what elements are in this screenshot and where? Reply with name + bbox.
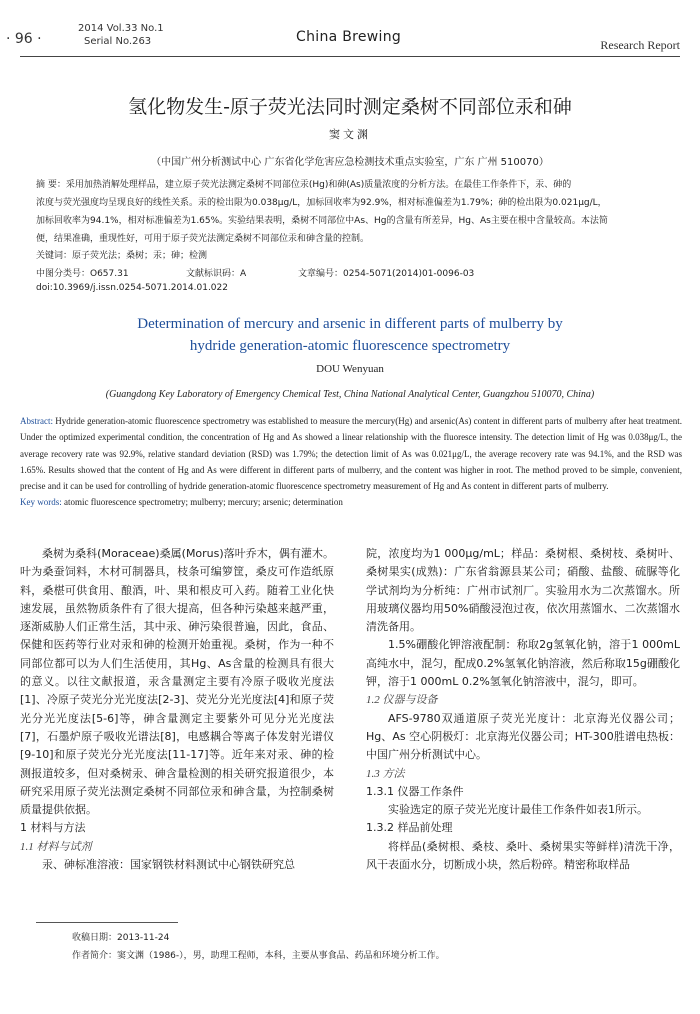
english-title: [0, 313, 700, 357]
abstract-line: 摘 要：采用加热消解处理样品，建立原子荧光法测定桑树不同部位汞(Hg)和砷(As)质量浓度的分析方法。在最佳工作条件下，汞、砷的: [36, 180, 572, 190]
journal-name: China Brewing: [296, 29, 402, 45]
chinese-abstract: [36, 176, 664, 248]
abstract-line: 便，结果准确，重现性好，可用于原子荧光法测定桑树不同部位汞和砷含量的控制。: [36, 234, 370, 244]
body-paragraph: 汞、砷标准溶液：国家钢铁材料测试中心钢铁研究总: [42, 858, 295, 872]
body-paragraph: 将样品(桑树根、桑枝、桑叶、桑树果实等鲜样)清洗干净，风干表面水分，切断成小块，然后粉碎。精密称取样品: [366, 839, 680, 872]
affiliation: （中国广州分析测试中心 广东省化学危害应急检测技术重点实验室，广东 广州 510070）: [151, 157, 549, 168]
subsubsection-heading: 1.3.2 样品前处理: [366, 821, 453, 835]
document-code: 文献标识码：A: [186, 269, 247, 279]
page-title: 氢化物发生-原子荧光法同时测定桑树不同部位汞和砷: [128, 96, 572, 118]
abstract-line: 加标回收率为94.1%，相对标准偏差为1.65%。实验结果表明，桑树不同部位中As、Hg的含量有所差异，Hg、As主要在根中含量较高。本法简: [36, 216, 608, 226]
author-name: 窦文渊: [329, 128, 371, 141]
article-type: Research Report: [600, 38, 680, 52]
header-rule: [20, 56, 680, 57]
author-bio: 作者简介：窦文渊（1986-），男，助理工程师，本科，主要从事食品、药品和环境分析工作。: [72, 951, 445, 961]
abstract-line: 浓度与荧光强度均呈现良好的线性关系。汞的检出限为0.038μg/L，加标回收率为92.9%，相对标准偏差为1.79%；砷的检出限为0.021μg/L，: [36, 198, 607, 208]
body-column-right: [366, 545, 680, 874]
footnote: [72, 929, 445, 965]
subsection-heading: 1.2 仪器与设备: [366, 694, 438, 707]
received-date: 收稿日期：2013-11-24: [72, 933, 170, 943]
body-paragraph: 实验选定的原子荧光光度计最佳工作条件如表1所示。: [388, 803, 648, 817]
abstract-text: Hydride generation-atomic fluorescence spectrometry was established to measure the mercury(Hg) and arsenic(As) content in different parts of mulberry after heat treatment. Under the optimized experimental condition, the concentration of Hg and As showed a linear relationship with the fluoresce intensity. The detection limit of Hg was 0.038μg/L, the average recovery rate was 92.9%, relative standard deviation (RSD) was 1.79%; the detection limit of As was 0.021μg/L, the average recovery rate was 94.1%, and the RSD was 1.65%. Results showed that the content of Hg and As were different in different parts of mulberry, and the content was higher in root. The method proved to be simple, convenient, precise and it can be used for controlling of hydride generation-atomic fluorescence spectrometry measurement of Hg and As content in different parts of mulberry.: [20, 416, 682, 492]
footnote-rule: [36, 922, 178, 923]
english-abstract: [20, 413, 682, 511]
volume-info: 2014 Vol.33 No.1: [78, 23, 164, 34]
body-column-left: [20, 545, 334, 874]
body-paragraph: AFS-9780双通道原子荧光光度计：北京海光仪器公司；Hg、As 空心阴极灯：北京海光仪器公司；HT-300胜谱电热板：中国广州分析测试中心。: [366, 711, 680, 762]
subsection-heading: 1.1 材料与试剂: [20, 840, 92, 853]
serial-info: Serial No.263: [84, 36, 152, 47]
english-author: DOU Wenyuan: [316, 363, 384, 375]
english-title-line: Determination of mercury and arsenic in different parts of mulberry by: [137, 316, 563, 332]
subsection-heading: 1.3 方法: [366, 767, 405, 780]
abstract-label: Abstract:: [20, 416, 53, 426]
chinese-keywords: 关键词：原子荧光法；桑树；汞；砷；检测: [36, 251, 208, 261]
english-affiliation: (Guangdong Key Laboratory of Emergency Chemical Test, China National Analytical Center, Guangzhou 510070, China): [105, 389, 595, 400]
article-number: 文章编号：0254-5071(2014)01-0096-03: [298, 269, 475, 279]
clc-number: 中图分类号：O657.31: [36, 269, 129, 279]
doi: doi:10.3969/j.issn.0254-5071.2014.01.022: [36, 283, 228, 293]
subsubsection-heading: 1.3.1 仪器工作条件: [366, 784, 464, 798]
keywords-text: atomic fluorescence spectrometry; mulberry; mercury; arsenic; determination: [61, 497, 343, 508]
page-number: · 96 ·: [6, 31, 42, 47]
section-heading: 1 材料与方法: [20, 821, 86, 835]
english-title-line: hydride generation-atomic fluorescence spectrometry: [189, 338, 511, 354]
intro-paragraph: 桑树为桑科(Moraceae)桑属(Morus)落叶乔木，偶有灌木。叶为桑蚕饲料，木材可制器具，枝条可编箩筐，桑皮可作造纸原料，桑椹可供食用、酿酒，叶、果和根皮可入药。随着工业化快速发展，虽然物质条件有了很大提高，但各种污染越来越严重，逐渐威胁人们正常生活，其中汞、砷污染很普遍，因此，食品、保健和医药等行业对汞和砷的检测开始重视。桑树，作为一种不同部位都可以为人们生活使用，其Hg、As含量的检测具有很大的意义。以往文献报道，汞含量测定主要有冷原子吸收光度法[1]、冷原子荧光分光光度法[2-3]、荧光分光光度法[4]和原子荧光分光光度法[5-6]等，砷含量测定主要紫外可见分光光度法[7]，石墨炉原子吸收光谱法[8]，电感耦合等离子体发射光谱仪[9-10]和原子荧光分光光度法[11-17]等。近年来对汞、砷的检测报道较多，但对桑树汞、砷含量检测的相关研究报道很少，本研究采用原子荧光法测定桑树不同部位汞和砷含量，为控制桑树质量提供依据。: [20, 547, 334, 817]
keywords-label: Key words:: [20, 497, 62, 508]
body-paragraph: 院，浓度均为1 000μg/mL；样品：桑树根、桑树枝、桑树叶、桑树果实(成熟)：广东省翁源县某公司；硝酸、盐酸、硫脲等化学试剂均为分析纯：广州市试剂厂。实验用水为二次蒸馏水。所用玻璃仪器均用50%硝酸浸泡过夜，依次用蒸馏水、二次蒸馏水清洗备用。: [366, 547, 680, 634]
body-paragraph: 1.5%硼酸化钾溶液配制：称取2g氢氧化钠，溶于1 000mL高纯水中，混匀，配成0.2%氢氧化钠溶液，然后称取15g硼酸化钾，溶于1 000mL 0.2%氢氧化钠溶液中，混匀，即可。: [366, 638, 680, 689]
